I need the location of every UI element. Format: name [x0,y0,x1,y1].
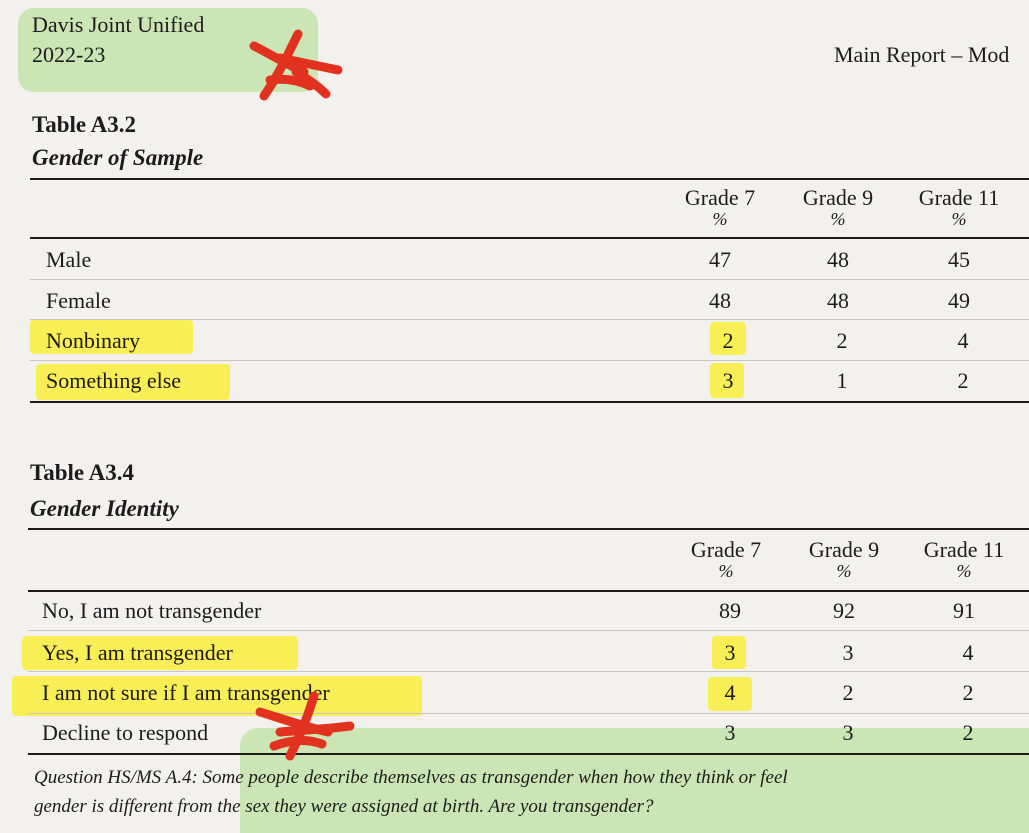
table-row-label: I am not sure if I am transgender [42,680,330,705]
table-a34-top-rule [28,528,1029,530]
table-a34-header-rule [28,590,1029,592]
table-cell: 1 [836,368,848,393]
col-unit: % [951,209,967,229]
table-a32-caption: Gender of Sample [32,145,204,170]
table-a32-bottom-rule [30,401,1029,403]
col-unit: % [712,209,728,229]
table-cell: 2 [957,368,969,393]
table-cell: 3 [722,368,734,393]
table-row-label: Female [46,288,111,313]
table-cell: 3 [842,720,854,745]
table-a32-id: Table A3.2 [32,112,136,137]
table-a34-id: Table A3.4 [30,460,134,485]
row-divider [30,279,1029,280]
table-cell: 2 [836,328,848,353]
table-a32-col-grade9 [788,186,888,228]
row-divider [30,360,1029,361]
col-label: Grade 7 [684,185,756,210]
table-cell: 3 [842,640,854,665]
table-cell: 4 [724,680,736,705]
red-scribble-top-icon [240,20,350,110]
col-label: Grade 9 [808,537,880,562]
table-cell: 3 [724,720,736,745]
table-row-label: Something else [46,368,182,393]
row-divider [28,630,1029,631]
table-row-label: Male [46,247,92,272]
col-unit: % [836,561,852,581]
table-cell: 2 [962,720,974,745]
row-divider [30,319,1029,320]
district-name: Davis Joint Unified [32,12,205,37]
table-a34-caption: Gender Identity [30,496,179,521]
table-cell: 48 [709,288,731,313]
col-unit: % [830,209,846,229]
table-cell: 89 [719,598,741,623]
table-a34-col-grade7 [674,538,778,580]
question-note-line-1: Question HS/MS A.4: Some people describe themselves as transgender when how they think or feel [34,767,788,788]
table-a34-bottom-rule [28,753,1029,755]
col-unit: % [956,561,972,581]
row-divider [28,671,1029,672]
col-label: Grade 7 [690,537,762,562]
table-cell: 45 [948,247,970,272]
table-cell: 3 [724,640,736,665]
table-a34-col-grade11 [908,538,1020,580]
table-a32-col-grade11 [904,186,1014,228]
table-cell: 48 [827,288,849,313]
table-cell: 2 [842,680,854,705]
col-unit: % [718,561,734,581]
table-row-label: Nonbinary [46,328,141,353]
table-row-label: Decline to respond [42,720,209,745]
red-scribble-bottom-icon [250,686,360,766]
table-a32-top-rule [30,178,1029,180]
table-cell: 92 [833,598,855,623]
row-divider [28,713,1029,714]
table-a32-header-rule [30,237,1029,239]
col-label: Grade 11 [923,537,1005,562]
table-cell: 47 [709,247,731,272]
col-label: Grade 11 [918,185,1000,210]
question-note-line-2: gender is different from the sex they were assigned at birth. Are you transgender? [34,796,654,817]
table-cell: 4 [962,640,974,665]
table-a32-col-grade7 [670,186,770,228]
table-row-label: Yes, I am transgender [42,640,233,665]
table-row-label: No, I am not transgender [42,598,262,623]
table-cell: 49 [948,288,970,313]
report-title: Main Report – Mod [834,42,1010,67]
table-cell: 48 [827,247,849,272]
table-cell: 91 [953,598,975,623]
col-label: Grade 9 [802,185,874,210]
table-cell: 2 [962,680,974,705]
table-a34-col-grade9 [792,538,896,580]
table-cell: 2 [722,328,734,353]
school-year: 2022-23 [32,42,106,67]
table-cell: 4 [957,328,969,353]
